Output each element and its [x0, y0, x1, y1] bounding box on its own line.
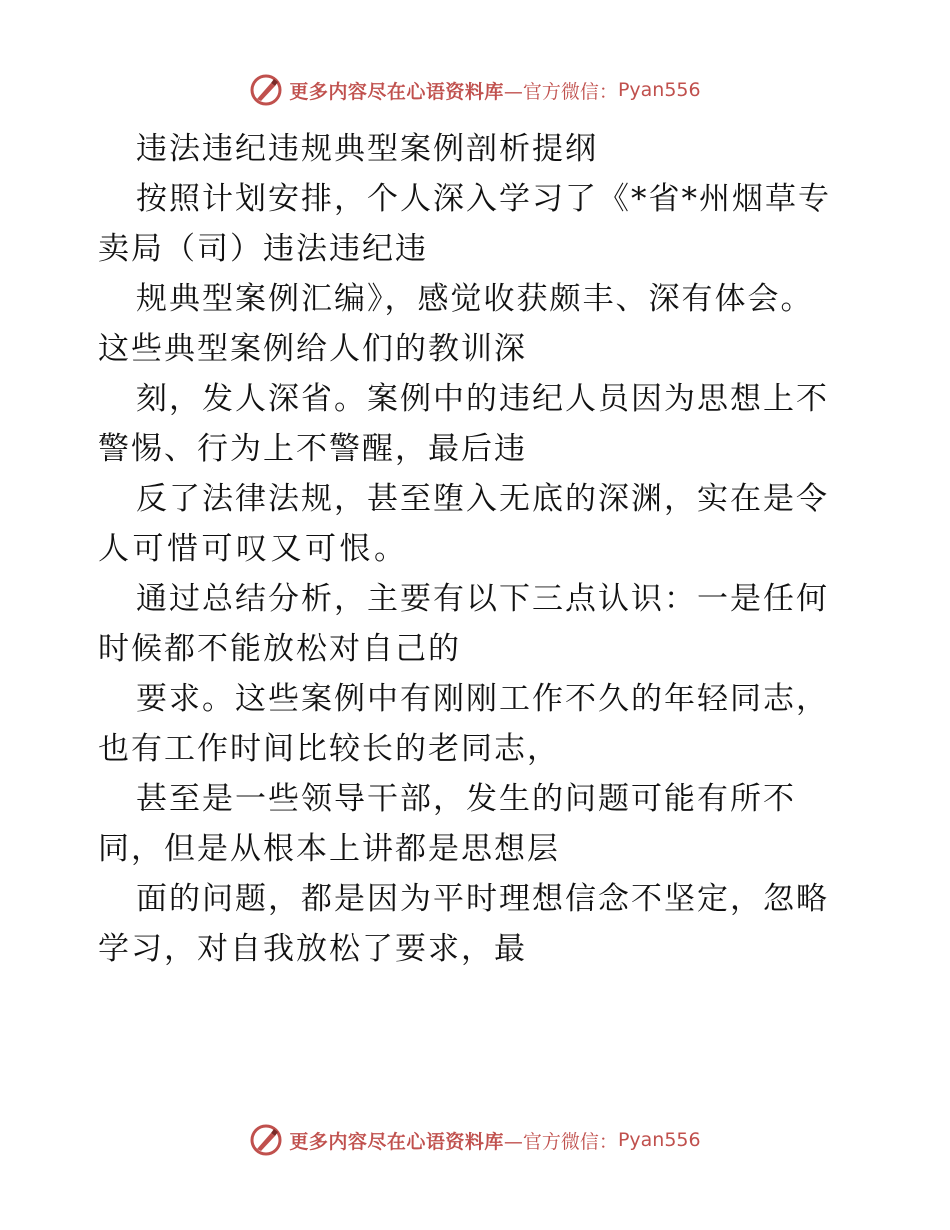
- banner-wechat-id: Pyan556: [617, 1129, 701, 1151]
- banner-text: 更多内容尽在心语资料库: [289, 80, 504, 103]
- pen-logo-icon: [249, 73, 283, 107]
- paragraph-line: 学习，对自我放松了要求，最: [98, 931, 527, 967]
- paragraph-line: 刻，发人深省。案例中的违纪人员因为思想上不: [136, 381, 829, 417]
- paragraph-line: 按照计划安排，个人深入学习了《*省*州烟草专: [136, 181, 831, 217]
- banner-text: 更多内容尽在心语资料库: [289, 1130, 504, 1153]
- paragraph-line: 这些典型案例给人们的教训深: [98, 331, 527, 367]
- banner-wechat-id: Pyan556: [617, 79, 701, 101]
- document-body: [98, 124, 858, 974]
- paragraph-line: 面的问题，都是因为平时理想信念不坚定，忽略: [136, 881, 829, 917]
- paragraph-line: 甚至是一些领导干部，发生的问题可能有所不: [136, 781, 796, 817]
- footer-watermark-banner: [0, 1120, 950, 1160]
- paragraph-line: 通过总结分析，主要有以下三点认识：一是任何: [136, 581, 829, 617]
- paragraph-line: 同，但是从根本上讲都是思想层: [98, 831, 560, 867]
- banner-separator: —官方微信：: [503, 80, 618, 103]
- banner-separator: —官方微信：: [503, 1130, 618, 1153]
- document-title: 违法违纪违规典型案例剖析提纲: [136, 131, 598, 167]
- pen-logo-icon: [249, 1123, 283, 1157]
- paragraph-line: 时候都不能放松对自己的: [98, 631, 461, 667]
- paragraph-line: 卖局（司）违法违纪违: [98, 231, 428, 267]
- paragraph-line: 要求。这些案例中有刚刚工作不久的年轻同志，: [136, 681, 829, 717]
- paragraph-line: 也有工作时间比较长的老同志，: [98, 731, 560, 767]
- paragraph-line: 规典型案例汇编》，感觉收获颇丰、深有体会。: [136, 281, 814, 317]
- header-watermark-banner: [0, 70, 950, 110]
- paragraph-line: 反了法律法规，甚至堕入无底的深渊，实在是令: [136, 481, 829, 517]
- paragraph-line: 人可惜可叹又可恨。: [98, 531, 409, 567]
- paragraph-line: 警惕、行为上不警醒，最后违: [98, 431, 527, 467]
